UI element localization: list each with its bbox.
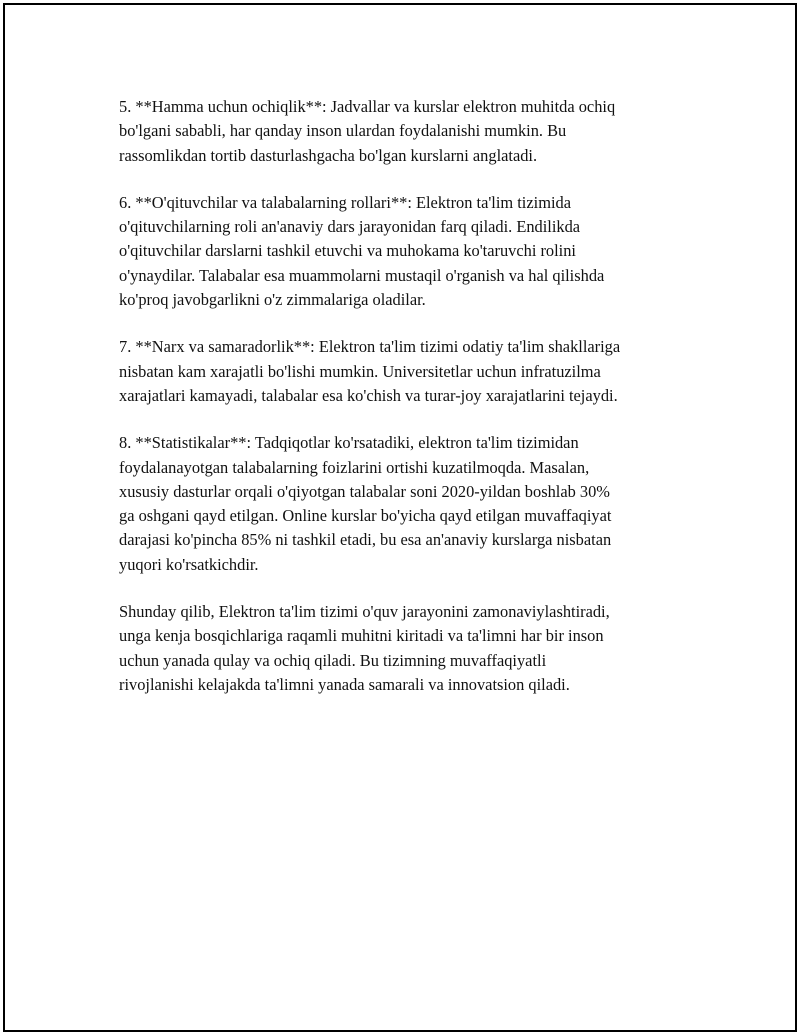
- paragraph-openness: 5. **Hamma uchun ochiqlik**: Jadvallar va kurslar elektron muhitda ochiq bo'lgani sababli, har qanday inson ulardan foydalanishi mumkin. Bu rassomlikdan tortib dasturlashgacha bo'lgan kurslarni anglatadi.: [119, 97, 616, 165]
- paragraph-conclusion: Shunday qilib, Elektron ta'lim tizimi o'quv jarayonini zamonaviylashtiradi, unga kenja bosqichlariga raqamli muhitni kiritadi va ta'limni har bir inson uchun yanada qulay va ochiq qiladi. Bu tizimning muvaffaqiyatli rivojlanishi kelajakda ta'limni yanada samarali va innovatsion qiladi.: [119, 602, 610, 694]
- paragraph-roles: 6. **O'qituvchilar va talabalarning rollari**: Elektron ta'lim tizimida o'qituvchilarning roli an'anaviy dars jarayonidan farq qiladi. Endilikda o'qituvchilar darslarni tashkil etuvchi va muhokama ko'taruvchi rolini o'ynaydilar. Talabalar esa muammolarni mustaqil o'rganish va hal qilishda ko'proq javobgarlikni o'z zimmalariga oladilar.: [119, 192, 605, 310]
- paragraph-cost: 7. **Narx va samaradorlik**: Elektron ta'lim tizimi odatiy ta'lim shakllariga nisbatan kam xarajatli bo'lishi mumkin. Universitetlar uchun infratuzilma xarajatlari kamayadi, talabalar esa ko'chish va turar-joy xarajatlarini tejaydi.: [119, 337, 621, 405]
- document-body: [119, 95, 699, 720]
- document-page: [3, 3, 797, 1032]
- paragraph-statistics: 8. **Statistikalar**: Tadqiqotlar ko'rsatadiki, elektron ta'lim tizimidan foydalanayotgan talabalarning foizlarini ortishi kuzatilmoqda. Masalan, xususiy dasturlar orqali o'qiyotgan talabalar soni 2020-yildan boshlab 30% ga oshgani qayd etilgan. Online kurslar bo'yicha qayd etilgan muvaffaqiyat darajasi ko'pincha 85% ni tashkil etadi, bu esa an'anaviy kurslarga nisbatan yuqori ko'rsatkichdir.: [119, 433, 612, 574]
